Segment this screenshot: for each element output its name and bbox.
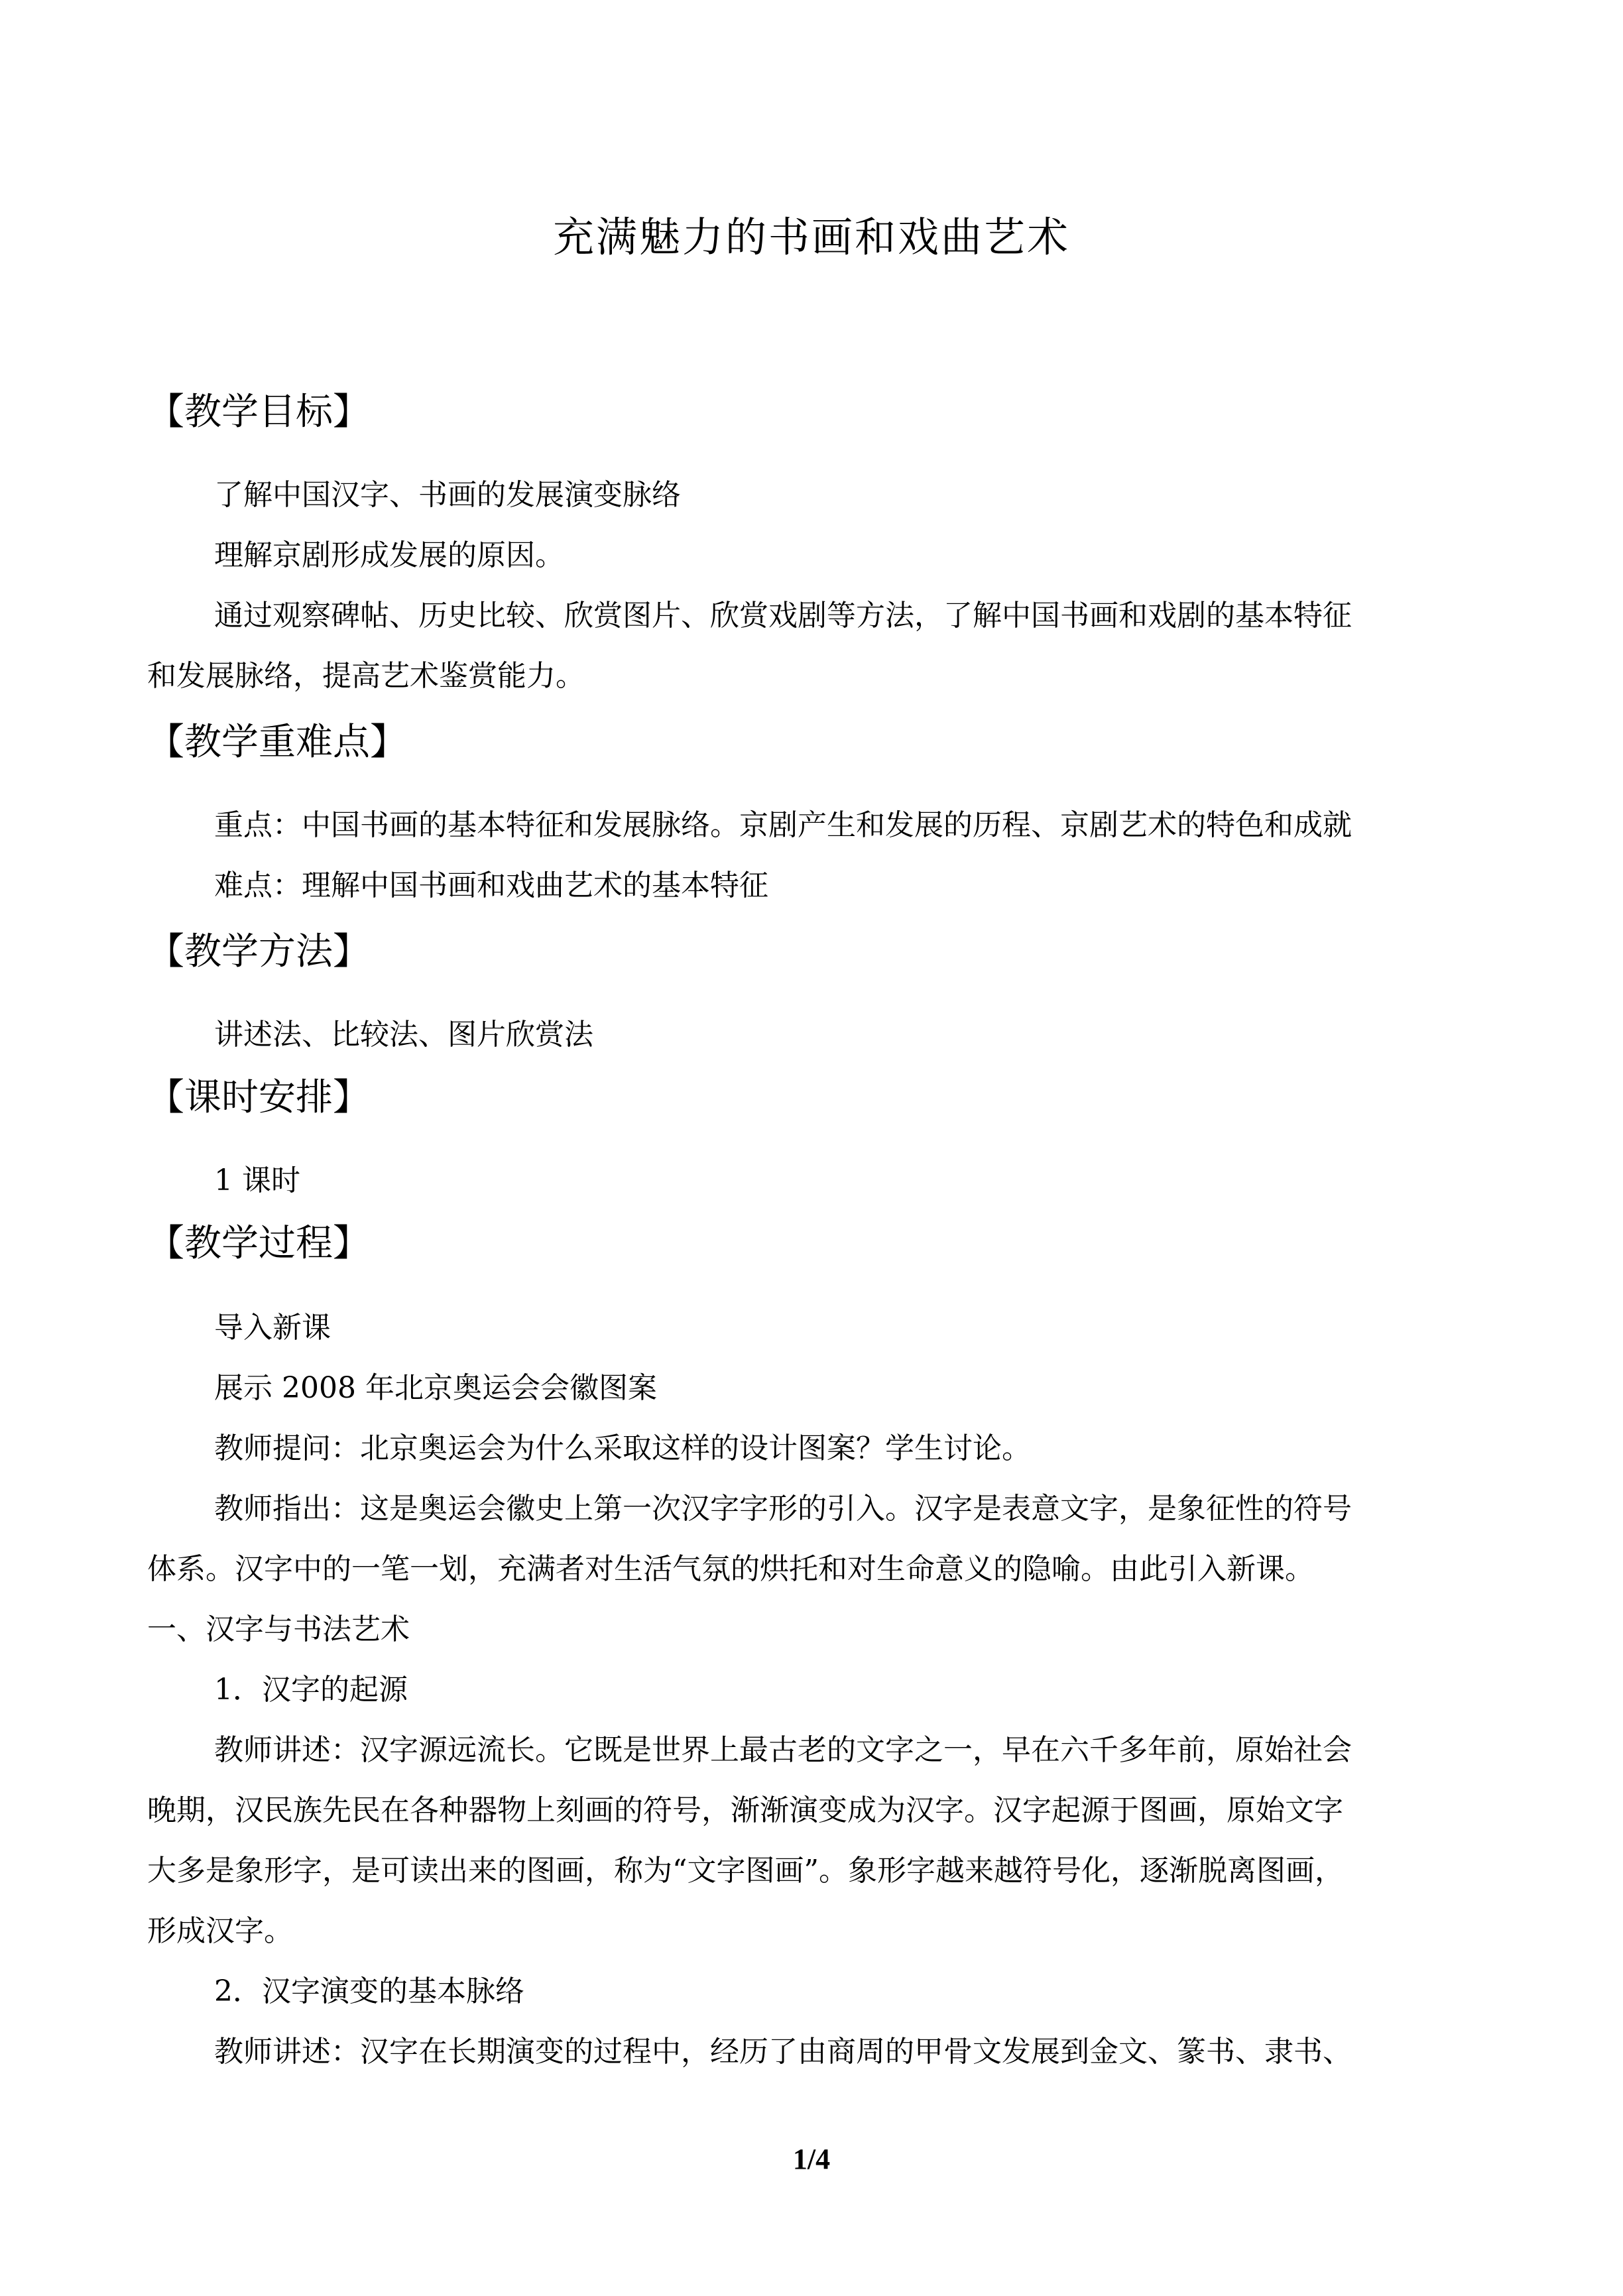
paragraph-line: 导入新课: [214, 1311, 331, 1345]
paragraph-line: 了解中国汉字、书画的发展演变脉络: [214, 478, 681, 512]
section-heading-methods: 【教学方法】: [147, 930, 370, 973]
paragraph-line: 形成汉字。: [147, 1914, 293, 1948]
paragraph-line: 教师提问：北京奥运会为什么采取这样的设计图案？学生讨论。: [214, 1431, 1031, 1465]
paragraph-line: 通过观察碑帖、历史比较、欣赏图片、欣赏戏剧等方法，了解中国书画和戏剧的基本特征: [214, 599, 1352, 633]
paragraph-line: 一、汉字与书法艺术: [147, 1612, 410, 1646]
paragraph-line: 和发展脉络，提高艺术鉴赏能力。: [147, 659, 585, 693]
paragraph-line: 大多是象形字，是可读出来的图画，称为“文字图画”。象形字越来越符号化，逐渐脱离图画，: [147, 1854, 1344, 1888]
paragraph-line: 教师讲述：汉字源远流长。它既是世界上最古老的文字之一，早在六千多年前，原始社会: [214, 1733, 1352, 1767]
paragraph-line: 理解京剧形成发展的原因。: [214, 538, 564, 572]
section-heading-goals: 【教学目标】: [147, 391, 370, 434]
paragraph-line: 晚期，汉民族先民在各种器物上刻画的符号，渐渐演变成为汉字。汉字起源于图画，原始文字: [147, 1793, 1343, 1827]
paragraph-line: 教师指出：这是奥运会徽史上第一次汉字字形的引入。汉字是表意文字，是象征性的符号: [214, 1492, 1352, 1526]
paragraph-line: 1 课时: [214, 1164, 300, 1197]
document-title: 充满魅力的书画和戏曲艺术: [552, 213, 1070, 261]
paragraph-line: 展示 2008 年北京奥运会会徽图案: [214, 1371, 657, 1405]
paragraph-line: 教师讲述：汉字在长期演变的过程中，经历了由商周的甲骨文发展到金文、篆书、隶书、: [214, 2035, 1352, 2069]
section-heading-schedule: 【课时安排】: [147, 1076, 370, 1119]
section-heading-key-points: 【教学重难点】: [147, 721, 407, 764]
paragraph-line: 2．汉字演变的基本脉络: [214, 1974, 524, 2008]
paragraph-line: 重点：中国书画的基本特征和发展脉络。京剧产生和发展的历程、京剧艺术的特色和成就: [214, 808, 1352, 842]
paragraph-line: 难点：理解中国书画和戏曲艺术的基本特征: [214, 869, 768, 902]
paragraph-line: 体系。汉字中的一笔一划，充满者对生活气氛的烘托和对生命意义的隐喻。由此引入新课。: [147, 1552, 1314, 1586]
paragraph-line: 讲述法、比较法、图片欣赏法: [214, 1018, 593, 1052]
section-heading-process: 【教学过程】: [147, 1222, 370, 1265]
page-number: 1/4: [792, 2143, 831, 2175]
paragraph-line: 1．汉字的起源: [214, 1673, 408, 1707]
